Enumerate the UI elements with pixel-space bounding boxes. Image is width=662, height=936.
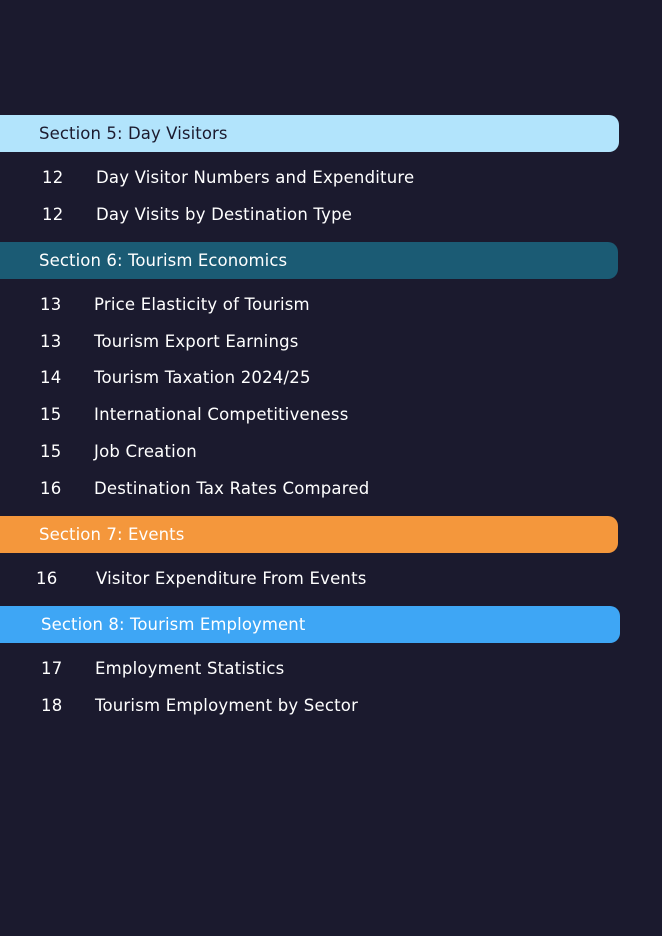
entry-title: Job Creation xyxy=(94,442,197,461)
page-number: 12 xyxy=(42,205,64,224)
page-number: 15 xyxy=(40,442,62,461)
toc-entry[interactable] xyxy=(0,330,620,354)
page-number: 16 xyxy=(40,479,62,498)
page-number: 16 xyxy=(36,569,58,588)
entry-title: Day Visits by Destination Type xyxy=(96,205,353,224)
entry-title: Tourism Taxation 2024/25 xyxy=(94,368,311,387)
page-number: 15 xyxy=(40,405,62,424)
entry-title: Visitor Expenditure From Events xyxy=(96,569,367,588)
section-label: Section 8: Tourism Employment xyxy=(41,615,306,634)
toc-entry[interactable] xyxy=(0,293,620,317)
section-header-tourism-economics[interactable] xyxy=(0,242,618,279)
entry-title: Day Visitor Numbers and Expenditure xyxy=(96,168,415,187)
toc-entry[interactable] xyxy=(0,657,620,681)
entry-title: Price Elasticity of Tourism xyxy=(94,295,310,314)
page-number: 18 xyxy=(41,696,63,715)
toc-entry[interactable] xyxy=(0,203,620,227)
toc-entry[interactable] xyxy=(0,403,620,427)
entry-title: International Competitiveness xyxy=(94,405,349,424)
page-number: 13 xyxy=(40,295,62,314)
page-number: 17 xyxy=(41,659,63,678)
entry-title: Tourism Employment by Sector xyxy=(95,696,359,715)
toc-entry[interactable] xyxy=(0,477,620,501)
page-number: 12 xyxy=(42,168,64,187)
entry-title: Tourism Export Earnings xyxy=(94,332,299,351)
entry-title: Destination Tax Rates Compared xyxy=(94,479,370,498)
toc-entry[interactable] xyxy=(0,694,620,718)
section-label: Section 5: Day Visitors xyxy=(39,124,228,143)
toc-entry[interactable] xyxy=(0,440,620,464)
section-header-tourism-employment[interactable] xyxy=(0,606,620,643)
entry-title: Employment Statistics xyxy=(95,659,285,678)
toc-entry[interactable] xyxy=(0,366,620,390)
toc-entry[interactable] xyxy=(0,166,620,190)
toc-entry[interactable] xyxy=(0,567,620,591)
page-number: 14 xyxy=(40,368,62,387)
section-label: Section 7: Events xyxy=(39,525,185,544)
section-header-day-visitors[interactable] xyxy=(0,115,619,152)
page-number: 13 xyxy=(40,332,62,351)
section-label: Section 6: Tourism Economics xyxy=(39,251,288,270)
section-header-events[interactable] xyxy=(0,516,618,553)
